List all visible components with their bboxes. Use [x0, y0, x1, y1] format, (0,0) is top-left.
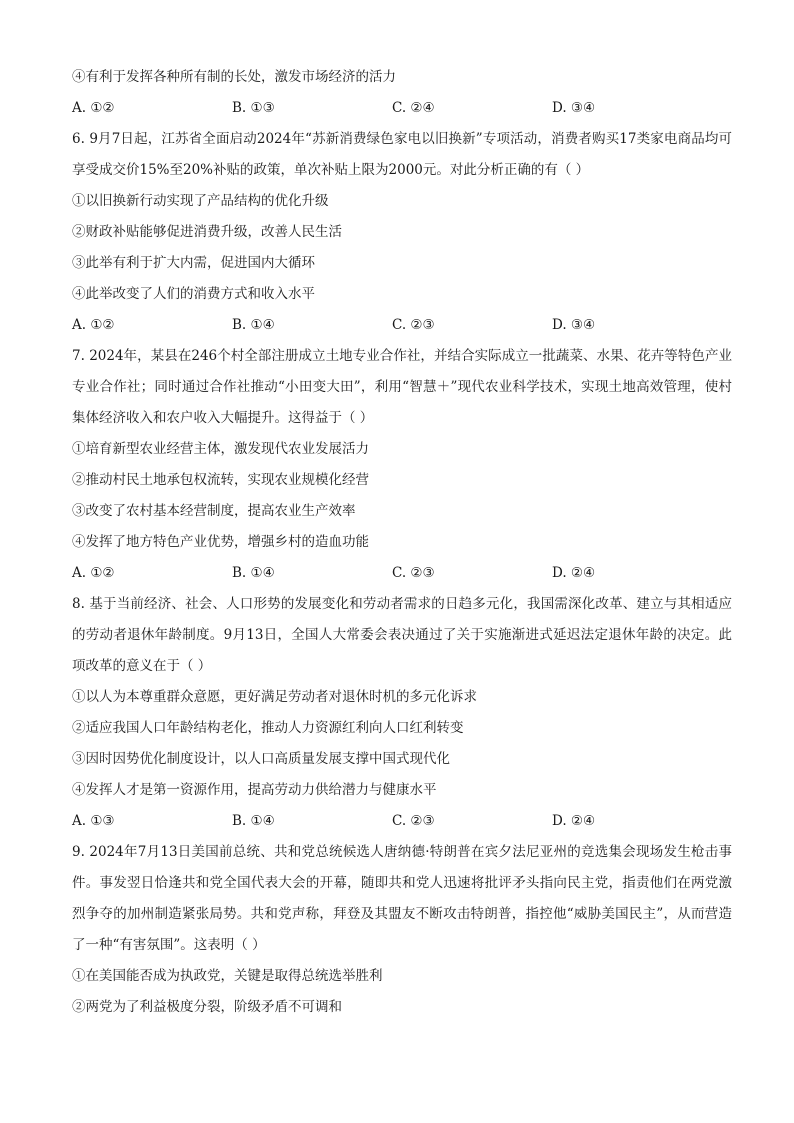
q5-option-a[interactable]: A. ①②	[72, 100, 115, 116]
q8-item-1: ①以人为本尊重群众意愿，更好满足劳动者对退休时机的多元化诉求	[72, 689, 477, 705]
q7-item-3: ③改变了农村基本经营制度，提高农业生产效率	[72, 503, 356, 519]
q5-option-d[interactable]: D. ③④	[552, 100, 596, 116]
q9-item-1: ①在美国能否成为执政党，关键是取得总统选举胜利	[72, 968, 383, 984]
q7-option-a[interactable]: A. ①②	[72, 565, 115, 581]
q7-option-d[interactable]: D. ②④	[552, 565, 596, 581]
q6-option-d[interactable]: D. ③④	[552, 317, 596, 333]
q7-option-c[interactable]: C. ②③	[392, 565, 435, 581]
question-6	[72, 124, 732, 341]
question-9	[72, 837, 732, 1023]
q9-item-2: ②两党为了利益极度分裂，阶级矛盾不可调和	[72, 999, 342, 1015]
exam-page	[72, 62, 732, 1023]
q8-item-3: ③因时因势优化制度设计，以人口高质量发展支撑中国式现代化	[72, 751, 450, 767]
question-5-tail	[72, 62, 732, 124]
q5-options	[72, 93, 732, 124]
q5-item-4: ④有利于发挥各种所有制的长处，激发市场经济的活力	[72, 69, 396, 85]
q7-item-1: ①培育新型农业经营主体，激发现代农业发展活力	[72, 441, 369, 457]
q7-item-4: ④发挥了地方特色产业优势，增强乡村的造血功能	[72, 534, 369, 550]
q6-stem: 6. 9月7日起，江苏省全面启动2024年“苏新消费绿色家电以旧换新”专项活动，消费者购买17类家电商品均可享受成交价15%至20%补贴的政策，单次补贴上限为2000元。对此分析正确的有（ ）	[72, 131, 732, 178]
q8-item-2: ②适应我国人口年龄结构老化，推动人力资源红利向人口红利转变	[72, 720, 464, 736]
q6-option-c[interactable]: C. ②③	[392, 317, 435, 333]
q8-option-c[interactable]: C. ②③	[392, 813, 435, 829]
q8-option-b[interactable]: B. ①④	[232, 813, 275, 829]
q6-option-b[interactable]: B. ①④	[232, 317, 275, 333]
q7-option-b[interactable]: B. ①④	[232, 565, 275, 581]
q6-item-1: ①以旧换新行动实现了产品结构的优化升级	[72, 193, 329, 209]
q8-option-d[interactable]: D. ②④	[552, 813, 596, 829]
q5-option-b[interactable]: B. ①③	[232, 100, 275, 116]
question-7	[72, 341, 732, 589]
q8-option-a[interactable]: A. ①③	[72, 813, 115, 829]
q8-item-4: ④发挥人才是第一资源作用，提高劳动力供给潜力与健康水平	[72, 782, 437, 798]
q5-option-c[interactable]: C. ②④	[392, 100, 435, 116]
q7-item-2: ②推动村民土地承包权流转，实现农业规模化经营	[72, 472, 369, 488]
q6-option-a[interactable]: A. ①②	[72, 317, 115, 333]
question-8	[72, 589, 732, 837]
q6-item-2: ②财政补贴能够促进消费升级，改善人民生活	[72, 224, 342, 240]
q6-item-4: ④此举改变了人们的消费方式和收入水平	[72, 286, 315, 302]
q7-options	[72, 558, 732, 589]
q9-stem: 9. 2024年7月13日美国前总统、共和党总统候选人唐纳德·特朗普在宾夕法尼亚州的竞选集会现场发生枪击事件。事发翌日恰逢共和党全国代表大会的开幕，随即共和党人迅速将批评矛头指向民主党，指责他们在两党激烈争夺的加州制造紧张局势。共和党声称，拜登及其盟友不断攻击特朗普，指控他“威胁美国民主”，从而营造了一种“有害氛围”。这表明（ ）	[72, 844, 732, 953]
q8-options	[72, 806, 732, 837]
q8-stem: 8. 基于当前经济、社会、人口形势的发展变化和劳动者需求的日趋多元化，我国需深化改革、建立与其相适应的劳动者退休年龄制度。9月13日，全国人大常委会表决通过了关于实施渐进式延迟法定退休年龄的决定。此项改革的意义在于（ ）	[72, 596, 732, 674]
q7-stem: 7. 2024年，某县在246个村全部注册成立土地专业合作社，并结合实际成立一批蔬菜、水果、花卉等特色产业专业合作社；同时通过合作社推动“小田变大田”，利用“智慧＋”现代农业科学技术，实现土地高效管理，使村集体经济收入和农户收入大幅提升。这得益于（ ）	[72, 348, 732, 426]
q6-item-3: ③此举有利于扩大内需，促进国内大循环	[72, 255, 315, 271]
q6-options	[72, 310, 732, 341]
